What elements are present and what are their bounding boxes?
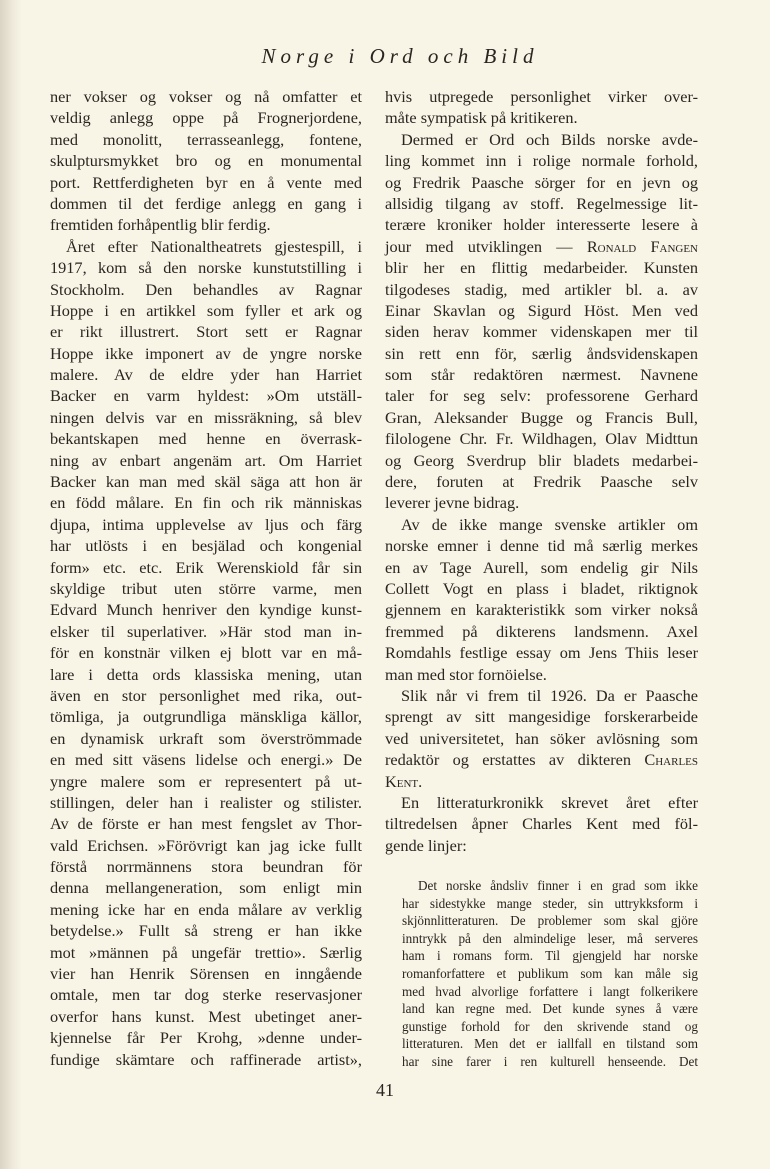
text-line: en med sitt väsens lidelse och energi.» De xyxy=(50,750,362,770)
text-line: fremmed på dikterens landsmenn. Axel xyxy=(385,621,698,641)
text-line: har utlösts i en besjälad och kongenial xyxy=(50,536,362,556)
text-line: djupa, intima upplevelse av ljus och färg xyxy=(50,514,362,534)
text-segment: . xyxy=(418,771,423,791)
text-line: vald Erichsen. »Förövrigt kan jag icke fullt xyxy=(50,835,362,855)
text-segment: jour med utviklingen — xyxy=(385,236,587,256)
text-line: romanforfattere et publikum som kan måle sig xyxy=(402,965,698,981)
text-line: taler for seg selv: professorene Gerhard xyxy=(385,386,698,406)
text-line: kjennelse får Per Krohg, »denne under- xyxy=(50,1028,362,1048)
text-line: norske emner i denne tid må særlig merkes xyxy=(385,536,698,556)
text-line: omtale, men tar dog sterke reservasjoner xyxy=(50,985,362,1005)
text-line: har sidestykke mange steder, sin uttrykksform i xyxy=(402,895,698,911)
small-caps-name: Ronald Fangen xyxy=(586,236,698,256)
text-line: allsidig tilgang av stoff. Regelmessige lit- xyxy=(385,193,698,213)
text-line: veldig anlegg oppe på Frognerjordene, xyxy=(50,108,362,128)
text-line: tilgodeses stadig, med artikler bl. a. av xyxy=(385,279,698,299)
paragraph xyxy=(385,792,698,856)
paragraph xyxy=(50,86,362,236)
paragraph xyxy=(385,514,698,685)
text-line: måte sympatisk på kritikeren. xyxy=(385,108,578,128)
text-line: blir her en flittig medarbeider. Kunsten xyxy=(385,258,698,278)
text-line: har sine farer i ren kulturell henseende. Det xyxy=(402,1053,698,1069)
text-line: betydelse.» Fullt så streng er han ikke xyxy=(50,921,362,941)
text-line: ning av enbart angenäm art. Om Harriet xyxy=(50,450,362,470)
text-line: Gran, Aleksander Bugge og Francis Bull, xyxy=(385,407,698,427)
text-line: Året efter Nationaltheatrets gjestespill, i xyxy=(66,236,362,256)
paragraph xyxy=(50,236,362,1070)
text-line: siden herav kommer videnskapen mer til xyxy=(385,322,698,342)
left-column xyxy=(50,86,362,1070)
text-line: land kan regne med. Det kunde synes å være xyxy=(402,1001,698,1017)
small-caps-name: Kent xyxy=(385,771,419,791)
text-line: og Fredrik Paasche sörger for en jevn og xyxy=(385,172,698,192)
text-line: Collett Vogt en plass i bladet, riktignok xyxy=(385,578,698,598)
text-line: Einar Skavlan og Sigurd Höst. Men ved xyxy=(385,300,698,320)
text-line: ningen delvis var en missräkning, så blev xyxy=(50,407,362,427)
text-line: skulptursmykket bro og en monumental xyxy=(50,151,362,171)
page-number: 41 xyxy=(376,1080,394,1100)
text-line: mot »männen på ungefär trettio». Særlig xyxy=(50,942,362,962)
text-line: även en stor personlighet med rika, out- xyxy=(50,685,362,705)
text-line: sin rett enn för, særlig åndsvidenskapen xyxy=(385,343,698,363)
text-line xyxy=(385,749,698,770)
text-line: en dynamisk urkraft som överströmmade xyxy=(50,728,362,748)
text-line: leverer jevne bidrag. xyxy=(385,493,520,513)
paragraph xyxy=(385,86,698,129)
text-line: Av de förste er han mest fengslet av Thor- xyxy=(50,814,362,834)
text-line: dommen til det ferdige anlegg en gang i xyxy=(50,193,362,213)
text-line: Hoppe i en artikkel som fyller et ark og xyxy=(50,300,362,320)
paragraph xyxy=(385,685,698,792)
text-line: tiltredelsen åpner Charles Kent med föl- xyxy=(385,814,698,834)
text-line: en av Tage Aurell, som endelig gir Nils xyxy=(385,557,698,577)
text-line xyxy=(385,236,698,257)
text-line: ling kommet inn i rolige normale forhold, xyxy=(385,151,698,171)
small-caps-name: Charles xyxy=(644,750,698,770)
running-header-title: Norge i Ord och Bild xyxy=(261,44,539,68)
text-line: Romdahls festlige essay om Jens Thiis leser xyxy=(385,643,698,663)
text-line: malere. Av de eldre yder han Harriet xyxy=(50,365,362,385)
text-segment: redaktör og erstattes av dikteren xyxy=(385,750,645,770)
text-line: Slik når vi frem til 1926. Da er Paasche xyxy=(401,685,698,705)
text-line: Backer en varm hyldest: »Om utställ- xyxy=(50,386,362,406)
paragraph xyxy=(402,877,698,1071)
text-line: overfor hans kunst. Mest ubetinget aner- xyxy=(50,1006,362,1026)
text-line: lare i detta ords klassiska mening, utan xyxy=(50,664,362,684)
text-line: man med stor fornöielse. xyxy=(385,664,547,684)
text-line: ved universitetet, han söker avlösning som xyxy=(385,728,698,748)
text-line: med hvad alvorlige forfattere i langt folkerikere xyxy=(402,983,698,999)
text-line: stillingen, deler han i realister og stilister. xyxy=(50,792,362,812)
text-line: gende linjer: xyxy=(385,835,467,855)
text-line: yngre malere som er representert på ut- xyxy=(50,771,362,791)
text-line: Stockholm. Den behandles av Ragnar xyxy=(50,279,362,299)
text-line: ham i romans form. Til gjengjeld har norske xyxy=(402,948,698,964)
paragraph xyxy=(385,129,698,514)
running-header xyxy=(0,44,770,69)
text-line: Hoppe ikke imponert av de yngre norske xyxy=(50,343,362,363)
text-line: ner vokser og vokser og nå omfatter et xyxy=(50,87,362,106)
text-line: mening icke har en enda målare av verklig xyxy=(50,899,362,919)
text-line: förstå norrmännens stora beundran för xyxy=(50,857,362,877)
text-line: som står redaktören nærmest. Navnene xyxy=(385,365,698,385)
block-quote xyxy=(402,877,698,1071)
text-line: skyldige tribut uten större varme, men xyxy=(50,578,362,598)
text-line: terære kroniker holder interesserte lesere à xyxy=(385,215,698,235)
text-line: fundige skämtare och raffinerade artist», xyxy=(50,1049,362,1069)
text-line: Av de ikke mange svenske artikler om xyxy=(401,514,698,534)
text-line: En litteraturkronikk skrevet året efter xyxy=(401,792,698,812)
text-line: Dermed er Ord och Bilds norske avde- xyxy=(401,129,698,149)
text-line: för en konstnär vilken ej blott var en må- xyxy=(50,643,362,663)
text-line: vier han Henrik Sörensen en inngående xyxy=(50,964,362,984)
text-line: Det norske åndsliv finner i en grad som ikke xyxy=(418,878,698,893)
text-line: form» etc. etc. Erik Werenskiold får sin xyxy=(50,557,362,577)
text-line: gunstige forhold for den skrivende stand og xyxy=(402,1018,698,1034)
text-line: gjennem en karakteristikk som virker nokså xyxy=(385,600,698,620)
text-line: 1917, kom så den norske kunstutstilling i xyxy=(50,258,362,278)
text-line: denna mellangeneration, som enligt min xyxy=(50,878,362,898)
text-line: fremtiden forhåpentlig blir ferdig. xyxy=(50,215,271,235)
text-line: med monolitt, terrasseanlegg, fontene, xyxy=(50,129,362,149)
text-line: dere, foruten at Fredrik Paasche selv xyxy=(385,472,698,492)
text-line: bekantskapen med henne en överrask- xyxy=(50,429,362,449)
page-edge-shadow xyxy=(0,0,22,1169)
text-line xyxy=(385,771,698,792)
text-line: en född målare. En fin och rik människas xyxy=(50,493,362,513)
text-line: port. Rettferdigheten byr en å vente med xyxy=(50,172,362,192)
text-line: elsker til superlativer. »Här stod man in- xyxy=(50,621,362,641)
text-line: er rikt illustrert. Stort sett er Ragnar xyxy=(50,322,362,342)
right-column xyxy=(385,86,698,856)
text-line: og Georg Sverdrup blir bladets medarbei- xyxy=(385,450,698,470)
text-line: inntrykk på den almindelige leser, må serveres xyxy=(402,930,698,946)
text-line: sprengt av sitt mangesidige forskerarbeide xyxy=(385,707,698,727)
text-line: litteraturen. Men det er iallfall en tilstand som xyxy=(402,1036,698,1052)
text-line: tömliga, ja outgrundliga mänskliga källor, xyxy=(50,707,362,727)
text-line: hvis utpregede personlighet virker over- xyxy=(385,87,698,106)
text-line: Backer kan man med skäl säga att hon är xyxy=(50,472,362,492)
text-line: Edvard Munch henriver den kyndige kunst- xyxy=(50,600,362,620)
text-line: filologene Chr. Fr. Wildhagen, Olav Midttun xyxy=(385,429,698,449)
text-line: skjönnlitteraturen. De problemer som skal gjöre xyxy=(402,913,698,929)
